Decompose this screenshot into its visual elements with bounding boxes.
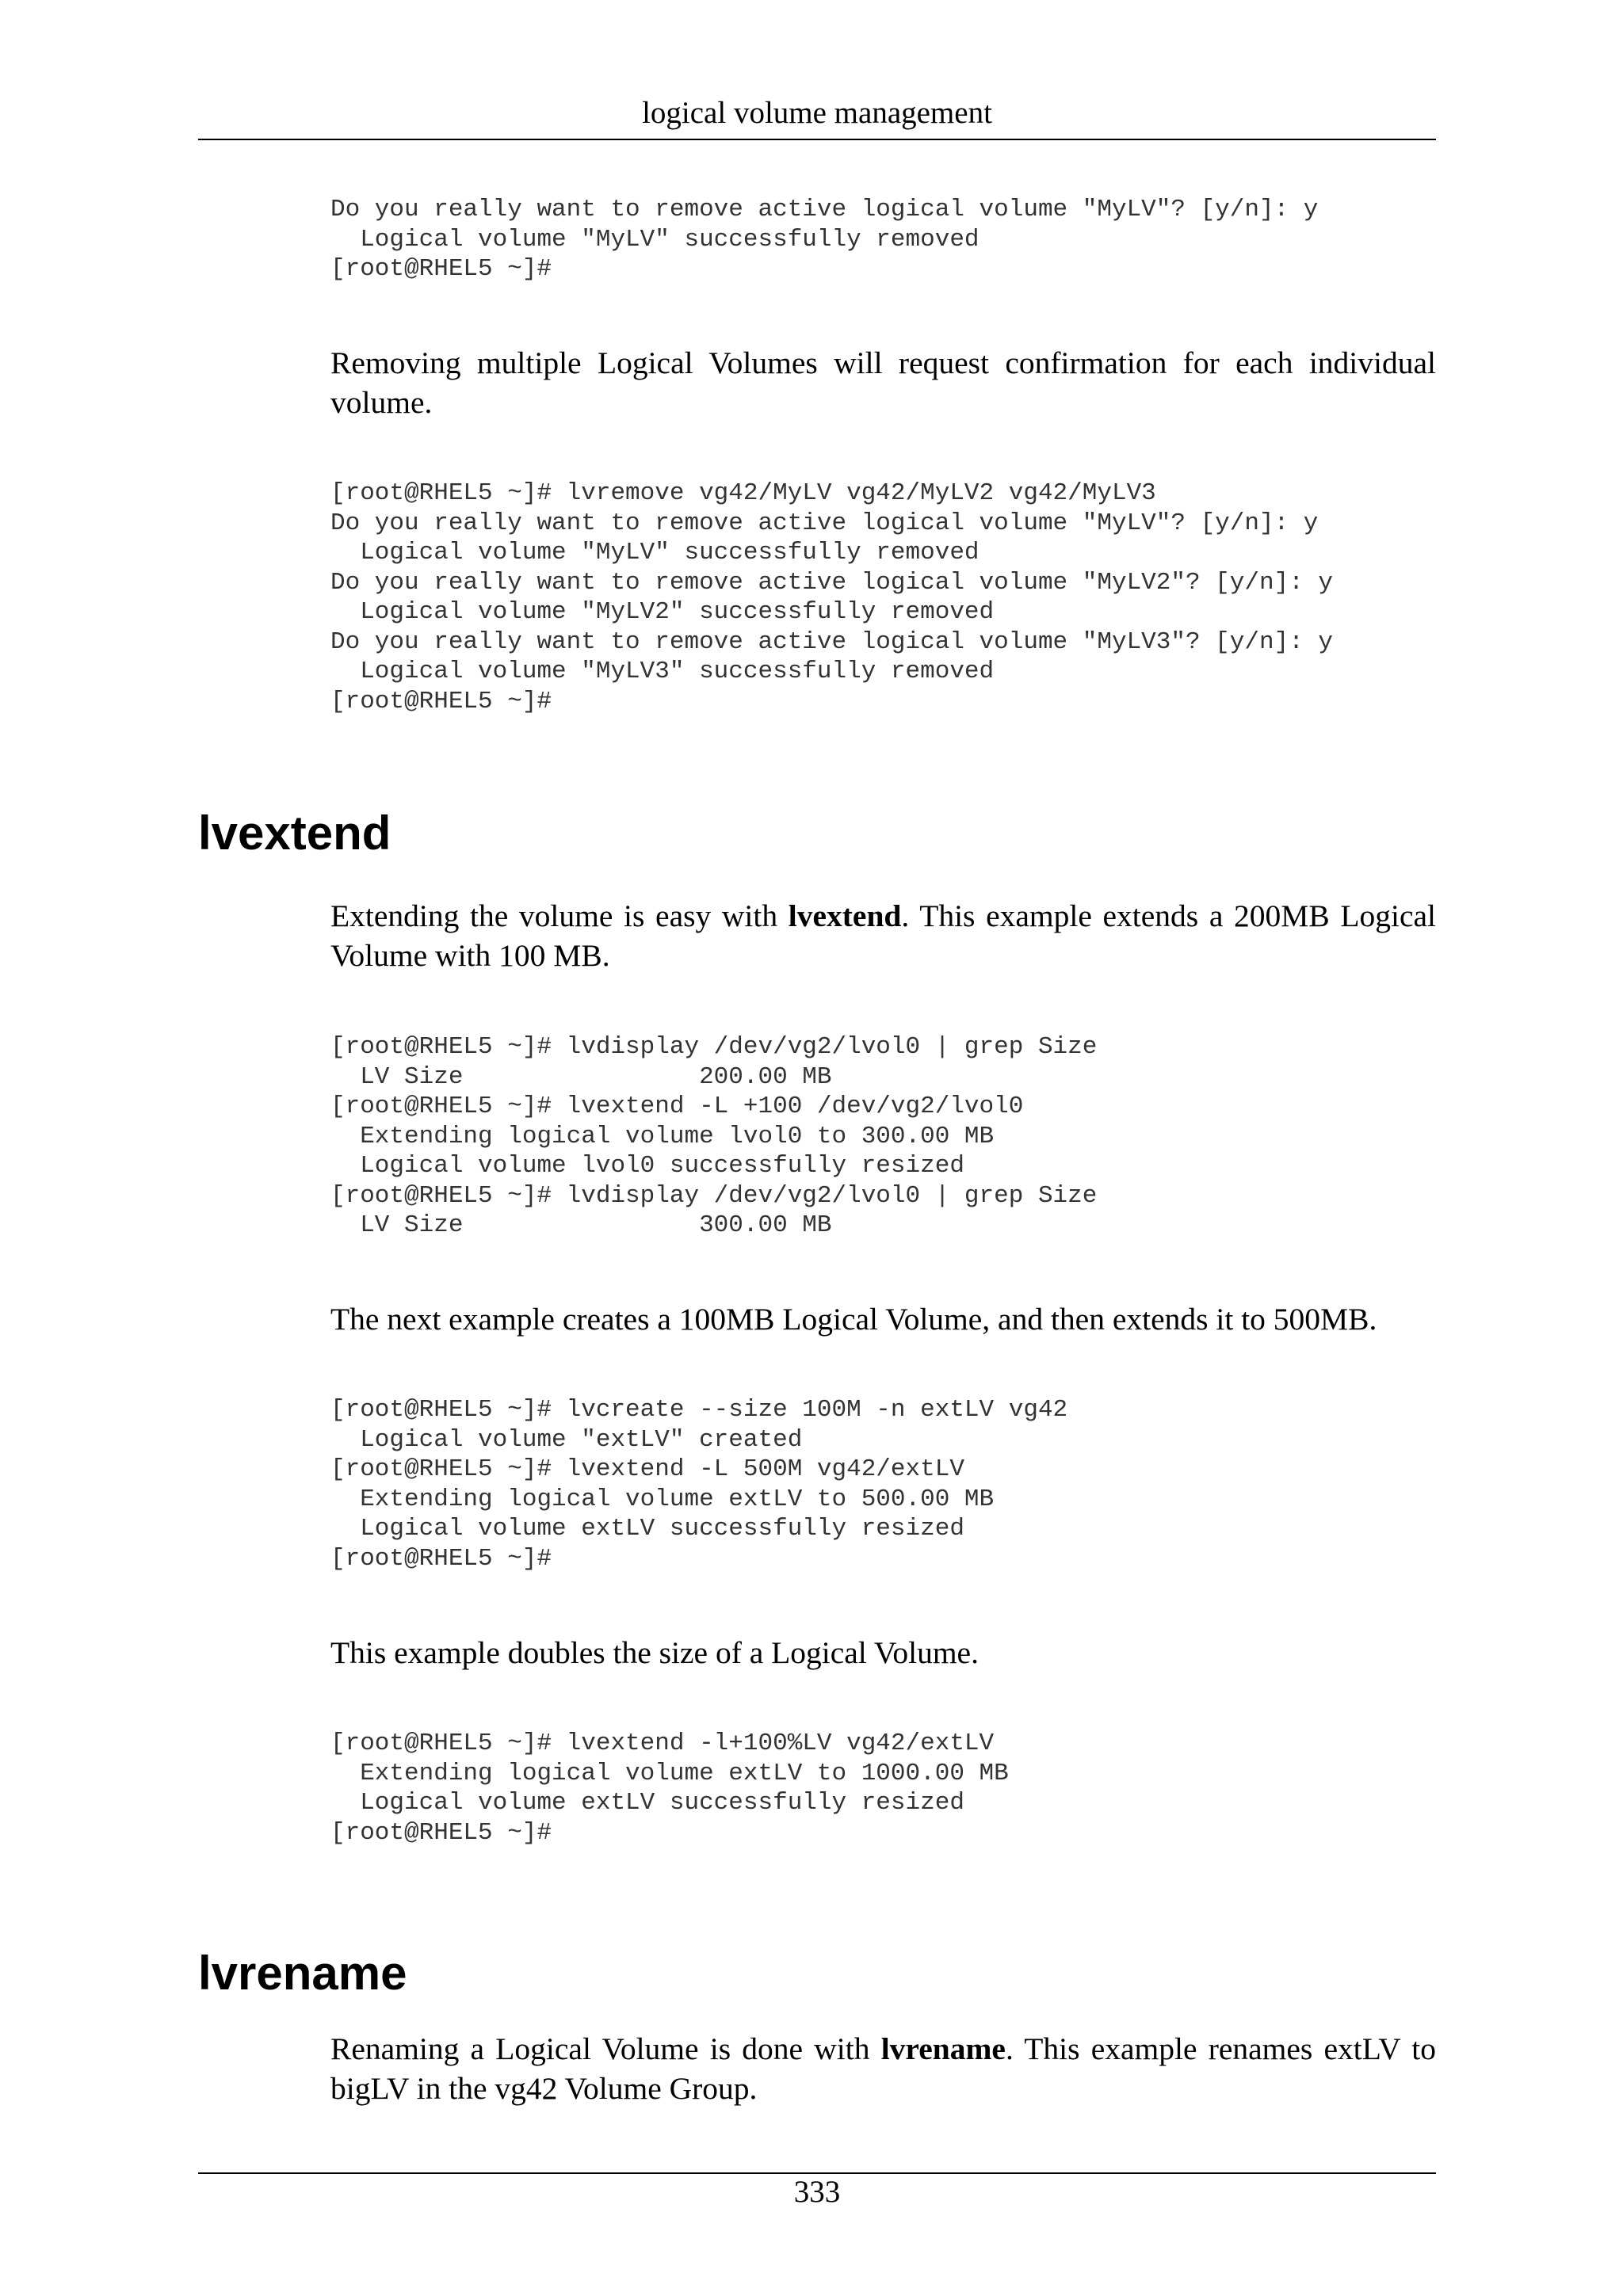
code-line: [root@RHEL5 ~]# xyxy=(330,687,552,715)
code-line: Extending logical volume extLV to 1000.00 MB xyxy=(330,1759,1009,1787)
code-block-extend-200 xyxy=(330,1032,1097,1241)
paragraph-create-extend: The next example creates a 100MB Logical Volume, and then extends it to 500MB. xyxy=(330,1302,1377,1337)
code-line: LV Size 300.00 MB xyxy=(330,1211,832,1239)
code-line: [root@RHEL5 ~]# lvremove vg42/MyLV vg42/MyLV2 vg42/MyLV3 xyxy=(330,479,1156,507)
heading-lvextend: lvextend xyxy=(198,807,391,860)
code-line: LV Size 200.00 MB xyxy=(330,1062,832,1091)
code-line: Logical volume "MyLV" successfully removed xyxy=(330,225,980,254)
code-line: [root@RHEL5 ~]# xyxy=(330,1544,552,1573)
code-line: [root@RHEL5 ~]# lvdisplay /dev/vg2/lvol0 | grep Size xyxy=(330,1181,1098,1210)
paragraph-lvextend-intro xyxy=(330,896,1436,975)
paragraph-double: This example doubles the size of a Logical Volume. xyxy=(330,1635,979,1670)
code-block-double xyxy=(330,1729,1009,1848)
lvrename-intro-text-before: Renaming a Logical Volume is done with xyxy=(330,2031,881,2066)
code-line: Do you really want to remove active logical volume "MyLV2"? [y/n]: y xyxy=(330,568,1334,597)
code-block-create-extend xyxy=(330,1395,1067,1573)
code-line: Logical volume "MyLV2" successfully removed xyxy=(330,598,995,626)
code-line: Logical volume extLV successfully resized xyxy=(330,1789,964,1817)
heading-lvrename: lvrename xyxy=(198,1947,407,2000)
code-line: Do you really want to remove active logical volume "MyLV"? [y/n]: y xyxy=(330,509,1319,537)
running-header: logical volume management xyxy=(642,96,992,130)
lvrename-command-name: lvrename xyxy=(880,2031,1006,2066)
paragraph-lvrename-intro xyxy=(330,2029,1436,2108)
code-line: [root@RHEL5 ~]# lvextend -l+100%LV vg42/extLV xyxy=(330,1730,995,1757)
code-line: Do you really want to remove active logical volume "MyLV"? [y/n]: y xyxy=(330,196,1319,223)
code-block-remove-single xyxy=(330,195,1318,284)
code-line: [root@RHEL5 ~]# lvextend -L 500M vg42/extLV xyxy=(330,1455,964,1483)
code-line: [root@RHEL5 ~]# lvdisplay /dev/vg2/lvol0 | grep Size xyxy=(330,1033,1098,1061)
code-line: Extending logical volume extLV to 500.00 MB xyxy=(330,1485,995,1513)
code-line: [root@RHEL5 ~]# xyxy=(330,1818,552,1847)
page-number: 333 xyxy=(793,2175,841,2209)
code-block-remove-multiple xyxy=(330,479,1333,716)
code-line: Extending logical volume lvol0 to 300.00 MB xyxy=(330,1122,995,1150)
code-line: Logical volume "MyLV" successfully removed xyxy=(330,539,980,566)
code-line: [root@RHEL5 ~]# lvextend -L +100 /dev/vg2/lvol0 xyxy=(330,1093,1024,1120)
code-line: Logical volume extLV successfully resized xyxy=(330,1515,964,1543)
lvextend-command-name: lvextend xyxy=(788,898,902,933)
code-line: Logical volume "extLV" created xyxy=(330,1425,803,1454)
code-line: Do you really want to remove active logical volume "MyLV3"? [y/n]: y xyxy=(330,627,1334,656)
code-line: Logical volume lvol0 successfully resized xyxy=(330,1152,964,1180)
code-line: Logical volume "MyLV3" successfully removed xyxy=(330,658,995,685)
lvextend-intro-text-after: . This example extends a 200MB Logical Volume with 100 MB. xyxy=(330,898,1437,973)
lvextend-intro-text-before: Extending the volume is easy with xyxy=(330,898,789,933)
paragraph-remove-multiple: Removing multiple Logical Volumes will request confirmation for each individual volume. xyxy=(330,345,1436,420)
header-rule xyxy=(198,139,1436,140)
lvrename-intro-text-after: . This example renames extLV to bigLV in the vg42 Volume Group. xyxy=(330,2031,1436,2106)
code-line: [root@RHEL5 ~]# xyxy=(330,255,552,283)
code-line: [root@RHEL5 ~]# lvcreate --size 100M -n extLV vg42 xyxy=(330,1396,1068,1424)
